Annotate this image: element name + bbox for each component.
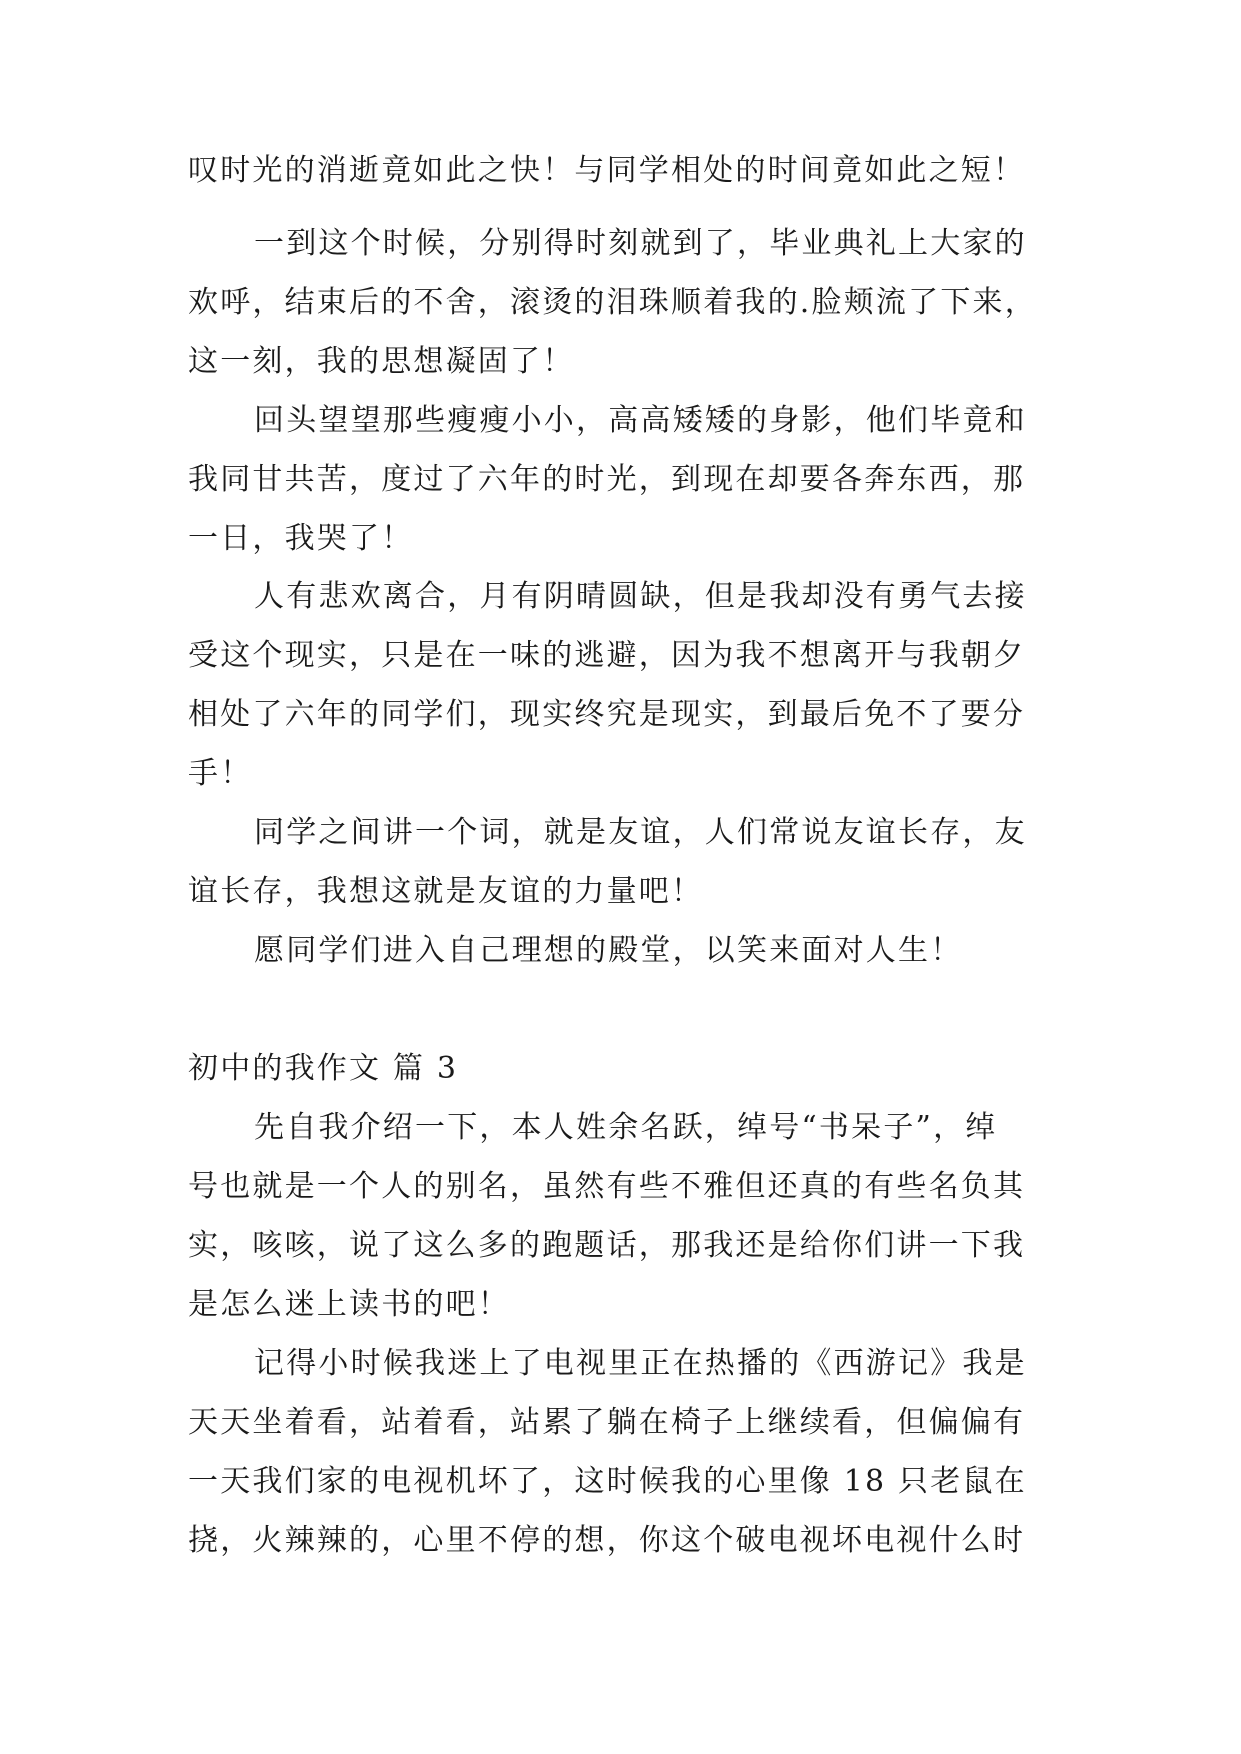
paragraph-start: 同学之间讲一个词，就是友谊，人们常说友谊长存，友 — [254, 815, 1027, 850]
text-line: 实，咳咳，说了这么多的跑题话，那我还是给你们讲一下我 — [188, 1228, 1026, 1263]
text-line: 相处了六年的同学们，现实终究是现实，到最后免不了要分 — [188, 697, 1026, 732]
paragraph-start: 人有悲欢离合，月有阴晴圆缺，但是我却没有勇气去接 — [254, 579, 1027, 614]
text-line: 挠，火辣辣的，心里不停的想，你这个破电视坏电视什么时 — [188, 1523, 1026, 1558]
text-line: 我同甘共苦，度过了六年的时光，到现在却要各奔东西，那 — [188, 462, 1026, 497]
text-line: 叹时光的消逝竟如此之快！与同学相处的时间竟如此之短！ — [188, 153, 1026, 188]
text-line: 一日，我哭了！ — [188, 521, 414, 556]
text-line: 受这个现实，只是在一味的逃避，因为我不想离开与我朝夕 — [188, 638, 1026, 673]
section-heading: 初中的我作文 篇 3 — [188, 1051, 459, 1086]
text-line: 天天坐着看，站着看，站累了躺在椅子上继续看，但偏偏有 — [188, 1405, 1026, 1440]
text-line: 手！ — [188, 756, 253, 791]
paragraph-start: 一到这个时候，分别得时刻就到了，毕业典礼上大家的 — [254, 226, 1027, 261]
text-line: 这一刻，我的思想凝固了！ — [188, 344, 575, 379]
text-line: 欢呼，结束后的不舍，滚烫的泪珠顺着我的.脸颊流了下来， — [188, 285, 1037, 320]
paragraph-start: 回头望望那些瘦瘦小小，高高矮矮的身影，他们毕竟和 — [254, 403, 1027, 438]
paragraph-start: 愿同学们进入自己理想的殿堂，以笑来面对人生！ — [254, 933, 963, 968]
text-line: 谊长存，我想这就是友谊的力量吧！ — [188, 874, 704, 909]
text-line: 是怎么迷上读书的吧！ — [188, 1287, 510, 1322]
text-line: 一天我们家的电视机坏了，这时候我的心里像 18 只老鼠在 — [188, 1464, 1027, 1499]
text-line: 号也就是一个人的别名，虽然有些不雅但还真的有些名负其 — [188, 1169, 1026, 1204]
paragraph-start: 先自我介绍一下，本人姓余名跃，绰号“书呆子”，绰 — [254, 1110, 998, 1145]
paragraph-start: 记得小时候我迷上了电视里正在热播的《西游记》我是 — [254, 1346, 1027, 1381]
